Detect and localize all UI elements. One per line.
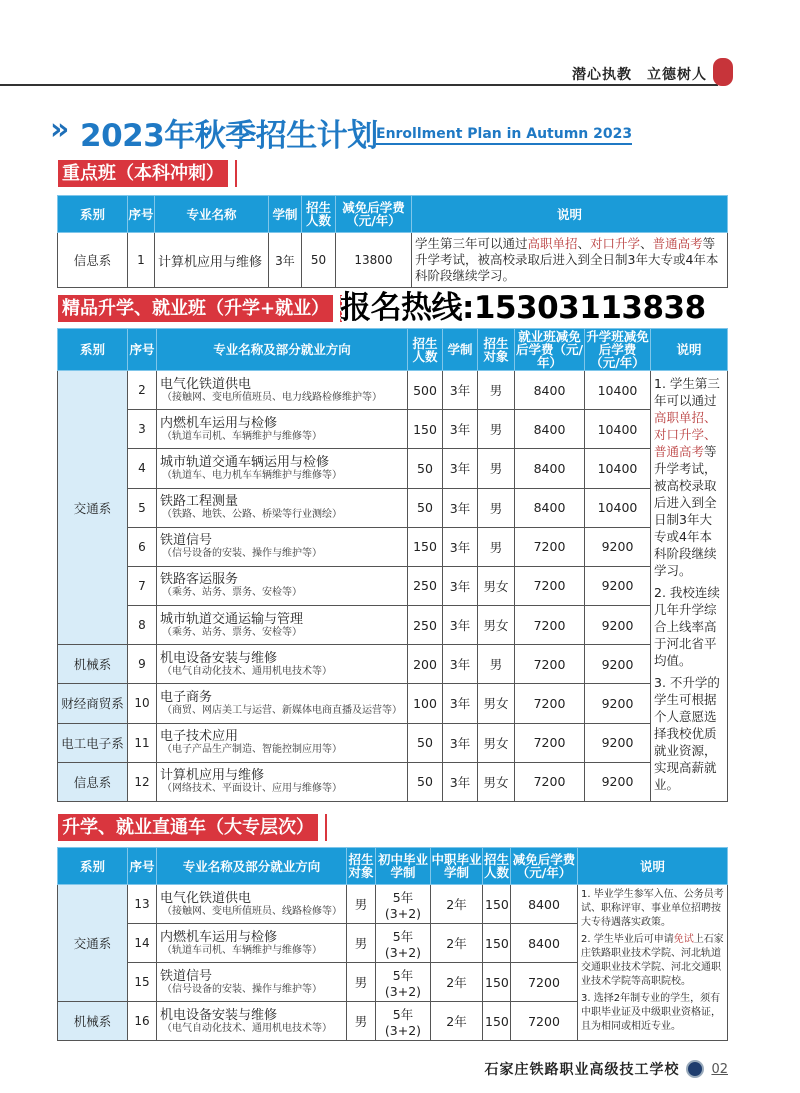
fee_up-cell: 9200 (585, 527, 651, 566)
seal-logo (713, 58, 733, 86)
table-header-row (58, 329, 728, 371)
fee_job-cell: 8400 (515, 410, 585, 449)
serial-cell: 13 (128, 885, 157, 924)
section-label-direct-track: 升学、就业直通车（大专层次） (58, 814, 318, 841)
major-name: 铁路客运服务 (160, 572, 239, 588)
section-label-premium-class: 精品升学、就业班（升学+就业） (58, 295, 333, 322)
fee_job-cell: 7200 (515, 645, 585, 684)
target-cell: 男 (478, 371, 515, 410)
note-highlight: 高职单招、对口升学、普通高考 (654, 410, 717, 459)
column-header: 说明 (578, 848, 728, 885)
column-header: 序号 (128, 848, 157, 885)
target-cell: 男 (347, 885, 376, 924)
footer (57, 1059, 728, 1079)
section-header (57, 812, 728, 842)
target-cell: 男 (478, 527, 515, 566)
years-cell: 3年 (269, 233, 302, 288)
count-cell: 500 (408, 371, 443, 410)
school-name: 石家庄铁路职业高级技工学校 (484, 1062, 680, 1078)
major-cell (157, 488, 408, 527)
fee_up-cell: 9200 (585, 645, 651, 684)
dept-cell: 信息系 (58, 233, 128, 288)
column-header: 招生对象 (478, 329, 515, 371)
fee_up-cell: 10400 (585, 371, 651, 410)
serial-cell: 10 (128, 684, 157, 723)
note-text: 、 (640, 236, 653, 251)
notes-cell (651, 371, 728, 802)
fee_up-cell: 9200 (585, 762, 651, 801)
target-cell: 男女 (478, 762, 515, 801)
major-name: 电气化铁道供电 (160, 890, 252, 906)
years-cell: 3年 (443, 645, 478, 684)
table-row (58, 684, 728, 723)
dept-cell: 交通系 (58, 371, 128, 645)
dept-cell: 机械系 (58, 1002, 128, 1041)
years-cell: 3年 (443, 606, 478, 645)
table-row (58, 723, 728, 762)
section-divider (235, 160, 237, 187)
note-text: 1. 学生第三年可以通过 (654, 376, 720, 408)
no-cell: 1 (128, 233, 155, 288)
note-text: 、 (577, 236, 591, 251)
table-row (58, 566, 728, 605)
column-header: 专业名称及部分就业方向 (157, 329, 408, 371)
notes-cell (578, 885, 728, 1041)
major-cell (157, 1002, 347, 1041)
count-cell: 100 (408, 684, 443, 723)
column-header: 专业名称 (155, 196, 269, 233)
serial-cell: 15 (128, 963, 157, 1002)
career-direction: （网络技术、平面设计、应用与维修等） (162, 783, 342, 795)
note-paragraph (581, 933, 724, 989)
note-text: 3. 不升学的学生可根据个人意愿选择我校优质就业资源，实现高薪就业。 (654, 675, 720, 792)
count-cell: 50 (408, 723, 443, 762)
serial-cell: 14 (128, 924, 157, 963)
column-header: 学制 (443, 329, 478, 371)
major-cell (157, 410, 408, 449)
column-header: 招生人数 (302, 196, 336, 233)
vs-cell: 2年 (431, 885, 483, 924)
count-cell: 150 (408, 527, 443, 566)
count-cell: 200 (408, 645, 443, 684)
career-direction: （接触网、变电所值班员、线路检修等） (162, 905, 342, 917)
jh-cell: 5年(3+2) (376, 1002, 431, 1041)
motto: 潜心执教 立德树人 (572, 67, 707, 83)
table-row (58, 606, 728, 645)
serial-cell: 2 (128, 371, 157, 410)
key-class-table (57, 195, 728, 288)
major-name: 铁道信号 (160, 533, 213, 549)
fee_up-cell: 10400 (585, 449, 651, 488)
note-highlight: 免试 (673, 934, 694, 945)
content (57, 158, 728, 1079)
major-name: 城市轨道交通运输与管理 (160, 611, 304, 627)
major-cell (157, 924, 347, 963)
column-header: 系别 (58, 329, 128, 371)
years-cell: 3年 (443, 723, 478, 762)
target-cell: 男 (478, 449, 515, 488)
note-text: 上石家庄铁路职业技术学院、河北轨道交通职业技术学院、河北交通职业技术学院等高职院校。 (581, 934, 724, 987)
career-direction: （乘务、站务、票务、安检等） (162, 626, 302, 638)
hotline-banner: 报名热线:15303113838 (340, 290, 706, 326)
note-paragraph (581, 888, 724, 930)
direct-track-table (57, 847, 728, 1041)
vs-cell: 2年 (431, 1002, 483, 1041)
count-cell: 250 (408, 606, 443, 645)
serial-cell: 6 (128, 527, 157, 566)
count-cell: 250 (408, 566, 443, 605)
years-cell: 3年 (443, 527, 478, 566)
note-highlight: 普通高考 (652, 236, 703, 251)
column-header: 系别 (58, 196, 128, 233)
major-name: 内燃机车运用与检修 (160, 929, 278, 945)
target-cell: 男 (347, 963, 376, 1002)
career-direction: （铁路、地铁、公路、桥梁等行业测绘） (162, 509, 342, 521)
header-rule (0, 84, 718, 86)
career-direction: （轨道车、电力机车车辆维护与维修等） (162, 469, 342, 481)
premium-class-table (57, 328, 728, 802)
fee-cell: 7200 (511, 963, 578, 1002)
section-label-key-class: 重点班（本科冲刺） (58, 160, 228, 187)
note-text: 1. 毕业学生参军入伍、公务员考试、职称评审、事业单位招聘按大专待遇落实政策。 (581, 889, 724, 928)
years-cell: 3年 (443, 488, 478, 527)
column-header: 序号 (128, 329, 157, 371)
column-header: 招生对象 (347, 848, 376, 885)
years-cell: 3年 (443, 449, 478, 488)
count-cell: 150 (483, 963, 511, 1002)
column-header: 说明 (412, 196, 728, 233)
fee-cell: 7200 (511, 1002, 578, 1041)
count-cell: 150 (408, 410, 443, 449)
note-text: 等升学考试，被高校录取后进入到全日制3年大专或4年本科阶段继续学习。 (415, 236, 719, 283)
dept-cell: 财经商贸系 (58, 684, 128, 723)
major-name: 电子技术应用 (160, 729, 239, 745)
page-title: 2023年秋季招生计划 (80, 118, 378, 154)
jh-cell: 5年(3+2) (376, 924, 431, 963)
fee_job-cell: 7200 (515, 566, 585, 605)
career-direction: （信号设备的安装、操作与维护等） (162, 983, 322, 995)
major-name: 计算机应用与维修 (160, 768, 265, 784)
major-name: 电子商务 (160, 689, 213, 705)
jh-cell: 5年(3+2) (376, 885, 431, 924)
count-cell: 150 (483, 924, 511, 963)
career-direction: （轨道车司机、车辆维护与维修等） (162, 430, 322, 442)
target-cell: 男女 (478, 684, 515, 723)
career-direction: （商贸、网店美工与运营、新媒体电商直播及运营等） (162, 704, 402, 716)
column-header: 初中毕业学制 (376, 848, 431, 885)
fee_job-cell: 7200 (515, 684, 585, 723)
years-cell: 3年 (443, 371, 478, 410)
school-logo-icon (686, 1060, 704, 1078)
target-cell: 男 (478, 488, 515, 527)
note-paragraph (654, 375, 724, 579)
serial-cell: 9 (128, 645, 157, 684)
table-row (58, 885, 728, 924)
serial-cell: 16 (128, 1002, 157, 1041)
column-header: 学制 (269, 196, 302, 233)
serial-cell: 4 (128, 449, 157, 488)
column-header: 升学班减免后学费（元/年） (586, 329, 649, 370)
fee_up-cell: 9200 (585, 606, 651, 645)
column-header: 序号 (128, 196, 155, 233)
major-cell: 计算机应用与维修 (155, 233, 269, 288)
fee_job-cell: 7200 (515, 723, 585, 762)
count-cell: 50 (408, 762, 443, 801)
serial-cell: 11 (128, 723, 157, 762)
target-cell: 男女 (478, 723, 515, 762)
major-cell (157, 963, 347, 1002)
fee_job-cell: 8400 (515, 371, 585, 410)
major-cell (157, 885, 347, 924)
note-text: 等升学考试，被高校录取后进入到全日制3年大专或4年本科阶段继续学习。 (654, 444, 717, 578)
career-direction: （信号设备的安装、操作与维护等） (162, 548, 322, 560)
years-cell: 3年 (443, 566, 478, 605)
major-cell (157, 566, 408, 605)
column-header: 减免后学费（元/年） (336, 196, 412, 233)
career-direction: （乘务、站务、票务、安检等） (162, 587, 302, 599)
count-cell: 50 (408, 488, 443, 527)
table-row (58, 488, 728, 527)
fee_job-cell: 7200 (515, 762, 585, 801)
table-row (58, 449, 728, 488)
major-cell (157, 527, 408, 566)
table-row (58, 762, 728, 801)
note-paragraph (654, 674, 724, 793)
fee_up-cell: 9200 (585, 566, 651, 605)
fee-cell: 8400 (511, 924, 578, 963)
target-cell: 男 (478, 410, 515, 449)
column-header: 中职毕业学制 (431, 848, 483, 885)
count-cell: 150 (483, 885, 511, 924)
table-row (58, 645, 728, 684)
fee_job-cell: 7200 (515, 527, 585, 566)
column-header: 专业名称及部分就业方向 (157, 848, 347, 885)
note-text: 2. 学生毕业后可申请 (581, 934, 674, 945)
major-name: 内燃机车运用与检修 (160, 415, 278, 431)
major-name: 机电设备安装与维修 (160, 1007, 278, 1023)
section-divider (325, 814, 327, 841)
major-name: 铁道信号 (160, 968, 213, 984)
fee_job-cell: 7200 (515, 606, 585, 645)
serial-cell: 8 (128, 606, 157, 645)
table-row (58, 410, 728, 449)
table-row (58, 371, 728, 410)
major-cell (157, 684, 408, 723)
note-text: 2. 我校连续几年升学综合上线率高于河北省平均值。 (654, 585, 720, 668)
career-direction: （接触网、变电所值班员、电力线路检修维护等） (162, 391, 382, 403)
fee_up-cell: 9200 (585, 723, 651, 762)
vs-cell: 2年 (431, 963, 483, 1002)
jh-cell: 5年(3+2) (376, 963, 431, 1002)
major-cell (157, 449, 408, 488)
serial-cell: 3 (128, 410, 157, 449)
target-cell: 男 (347, 1002, 376, 1041)
note-highlight: 高职单招 (527, 236, 578, 251)
table-row (58, 233, 728, 288)
major-name: 铁路工程测量 (160, 494, 239, 510)
column-header: 系别 (58, 848, 128, 885)
serial-cell: 5 (128, 488, 157, 527)
target-cell: 男女 (478, 606, 515, 645)
target-cell: 男 (347, 924, 376, 963)
years-cell: 3年 (443, 410, 478, 449)
note-text: 3. 选择2年制专业的学生，须有中职毕业证及中级职业资格证，且为相同或相近专业。 (581, 993, 721, 1032)
career-direction: （轨道车司机、车辆维护与维修等） (162, 944, 322, 956)
column-header: 说明 (651, 329, 728, 371)
page-number: 02 (711, 1061, 728, 1077)
column-header: 就业班减免后学费（元/年） (515, 329, 584, 370)
table-header-row (58, 848, 728, 885)
page-title-en: Enrollment Plan in Autumn 2023 (376, 126, 632, 145)
chevron-icon: » (50, 112, 70, 147)
section-header (57, 290, 728, 326)
major-cell (157, 606, 408, 645)
fee_up-cell: 9200 (585, 684, 651, 723)
major-cell (157, 762, 408, 801)
fee-cell: 8400 (511, 885, 578, 924)
career-direction: （电气自动化技术、通用机电技术等） (162, 665, 332, 677)
target-cell: 男女 (478, 566, 515, 605)
major-cell (157, 723, 408, 762)
count-cell: 50 (302, 233, 336, 288)
years-cell: 3年 (443, 762, 478, 801)
column-header: 减免后学费（元/年） (511, 848, 578, 885)
fee_job-cell: 8400 (515, 488, 585, 527)
column-header: 招生人数 (408, 329, 443, 371)
table-header-row (58, 196, 728, 233)
note-text: 学生第三年可以通过 (415, 236, 528, 251)
column-header: 招生人数 (483, 848, 511, 885)
section-header (57, 158, 728, 188)
major-cell (157, 371, 408, 410)
career-direction: （电气自动化技术、通用机电技术等） (162, 1022, 332, 1034)
dept-cell: 信息系 (58, 762, 128, 801)
dept-cell: 电工电子系 (58, 723, 128, 762)
serial-cell: 7 (128, 566, 157, 605)
major-name: 电气化铁道供电 (160, 376, 252, 392)
years-cell: 3年 (443, 684, 478, 723)
vs-cell: 2年 (431, 924, 483, 963)
note-paragraph (654, 584, 724, 669)
count-cell: 150 (483, 1002, 511, 1041)
career-direction: （电子产品生产制造、智能控制应用等） (162, 744, 342, 756)
fee_up-cell: 10400 (585, 488, 651, 527)
target-cell: 男 (478, 645, 515, 684)
note-highlight: 对口升学 (590, 236, 641, 251)
dept-cell: 机械系 (58, 645, 128, 684)
note-paragraph (581, 992, 724, 1034)
major-cell (157, 645, 408, 684)
fee-cell: 13800 (336, 233, 412, 288)
fee_up-cell: 10400 (585, 410, 651, 449)
major-name: 城市轨道交通车辆运用与检修 (160, 454, 330, 470)
major-name: 机电设备安装与维修 (160, 650, 278, 666)
dept-cell: 交通系 (58, 885, 128, 1002)
table-row (58, 527, 728, 566)
fee_job-cell: 8400 (515, 449, 585, 488)
notes-cell (412, 233, 728, 288)
count-cell: 50 (408, 449, 443, 488)
serial-cell: 12 (128, 762, 157, 801)
